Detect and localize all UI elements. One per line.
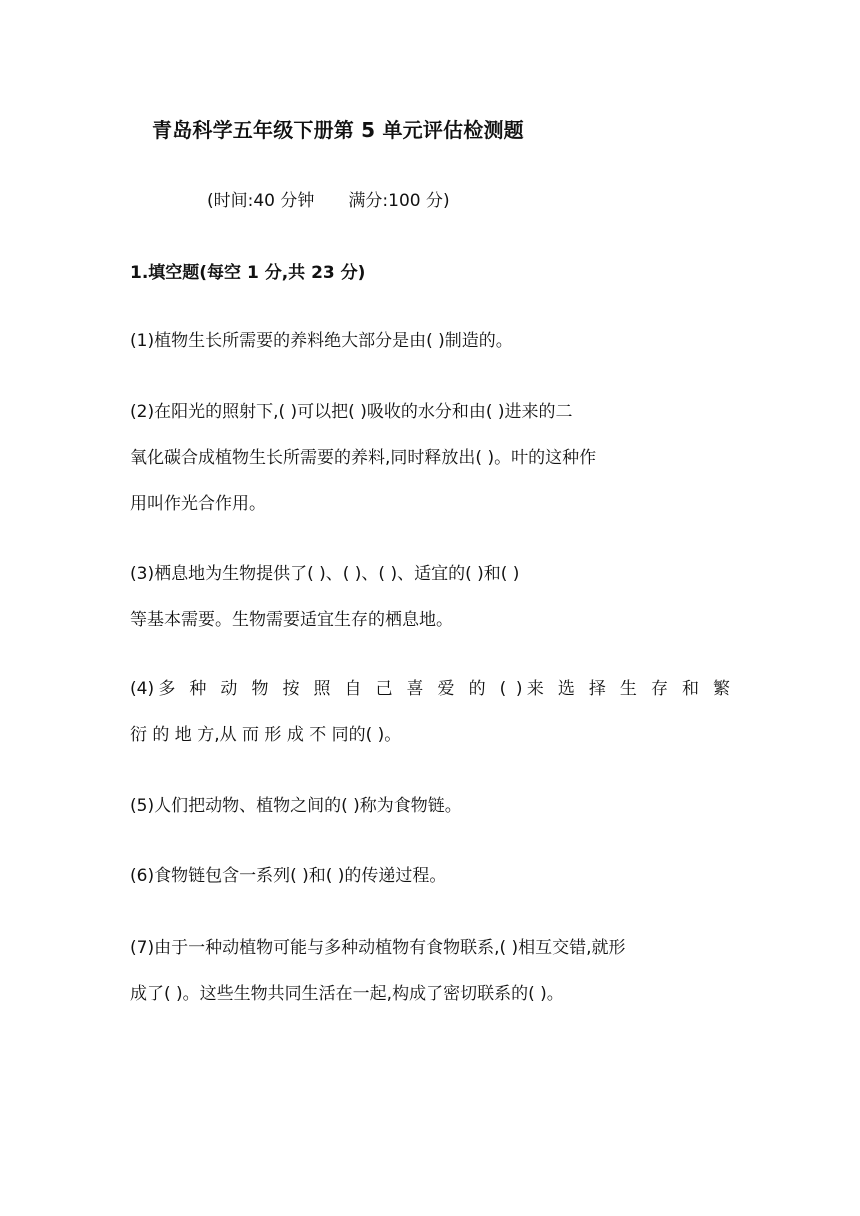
question-1 — [130, 318, 730, 364]
question-1-line-1: (1)植物生长所需要的养料绝大部分是由( )制造的。 — [130, 331, 513, 351]
question-3 — [130, 551, 730, 643]
question-7 — [130, 925, 730, 1017]
exam-score: 满分:100 分) — [348, 191, 450, 211]
question-2-line-3: 用叫作光合作用。 — [130, 494, 266, 514]
section-heading-fill-in: 1.填空题(每空 1 分,共 23 分) — [130, 263, 366, 283]
question-3-line-1: (3)栖息地为生物提供了( )、( )、( )、适宜的( )和( ) — [130, 564, 520, 584]
question-6 — [130, 853, 730, 899]
page-title: 青岛科学五年级下册第 5 单元评估检测题 — [152, 118, 524, 142]
question-2-line-2: 氧化碳合成植物生长所需要的养料,同时释放出( )。叶的这种作 — [130, 448, 597, 468]
exam-info — [207, 186, 450, 211]
question-3-line-2: 等基本需要。生物需要适宜生存的栖息地。 — [130, 610, 453, 630]
question-4-line-2: 衍 的 地 方,从 而 形 成 不 同的( )。 — [130, 725, 402, 745]
question-4-line-1: (4)多 种 动 物 按 照 自 己 喜 爱 的 ( )来 选 择 生 存 和 繁 — [130, 679, 730, 699]
question-4 — [130, 666, 730, 758]
exam-time: (时间:40 分钟 — [207, 191, 315, 211]
question-7-line-1: (7)由于一种动植物可能与多种动植物有食物联系,( )相互交错,就形 — [130, 938, 626, 958]
question-6-line-1: (6)食物链包含一系列( )和( )的传递过程。 — [130, 866, 447, 886]
question-5-line-1: (5)人们把动物、植物之间的( )称为食物链。 — [130, 796, 462, 816]
question-7-line-2: 成了( )。这些生物共同生活在一起,构成了密切联系的( )。 — [130, 984, 564, 1004]
question-2-line-1: (2)在阳光的照射下,( )可以把( )吸收的水分和由( )进来的二 — [130, 402, 573, 422]
question-5 — [130, 783, 730, 829]
question-2 — [130, 389, 730, 527]
